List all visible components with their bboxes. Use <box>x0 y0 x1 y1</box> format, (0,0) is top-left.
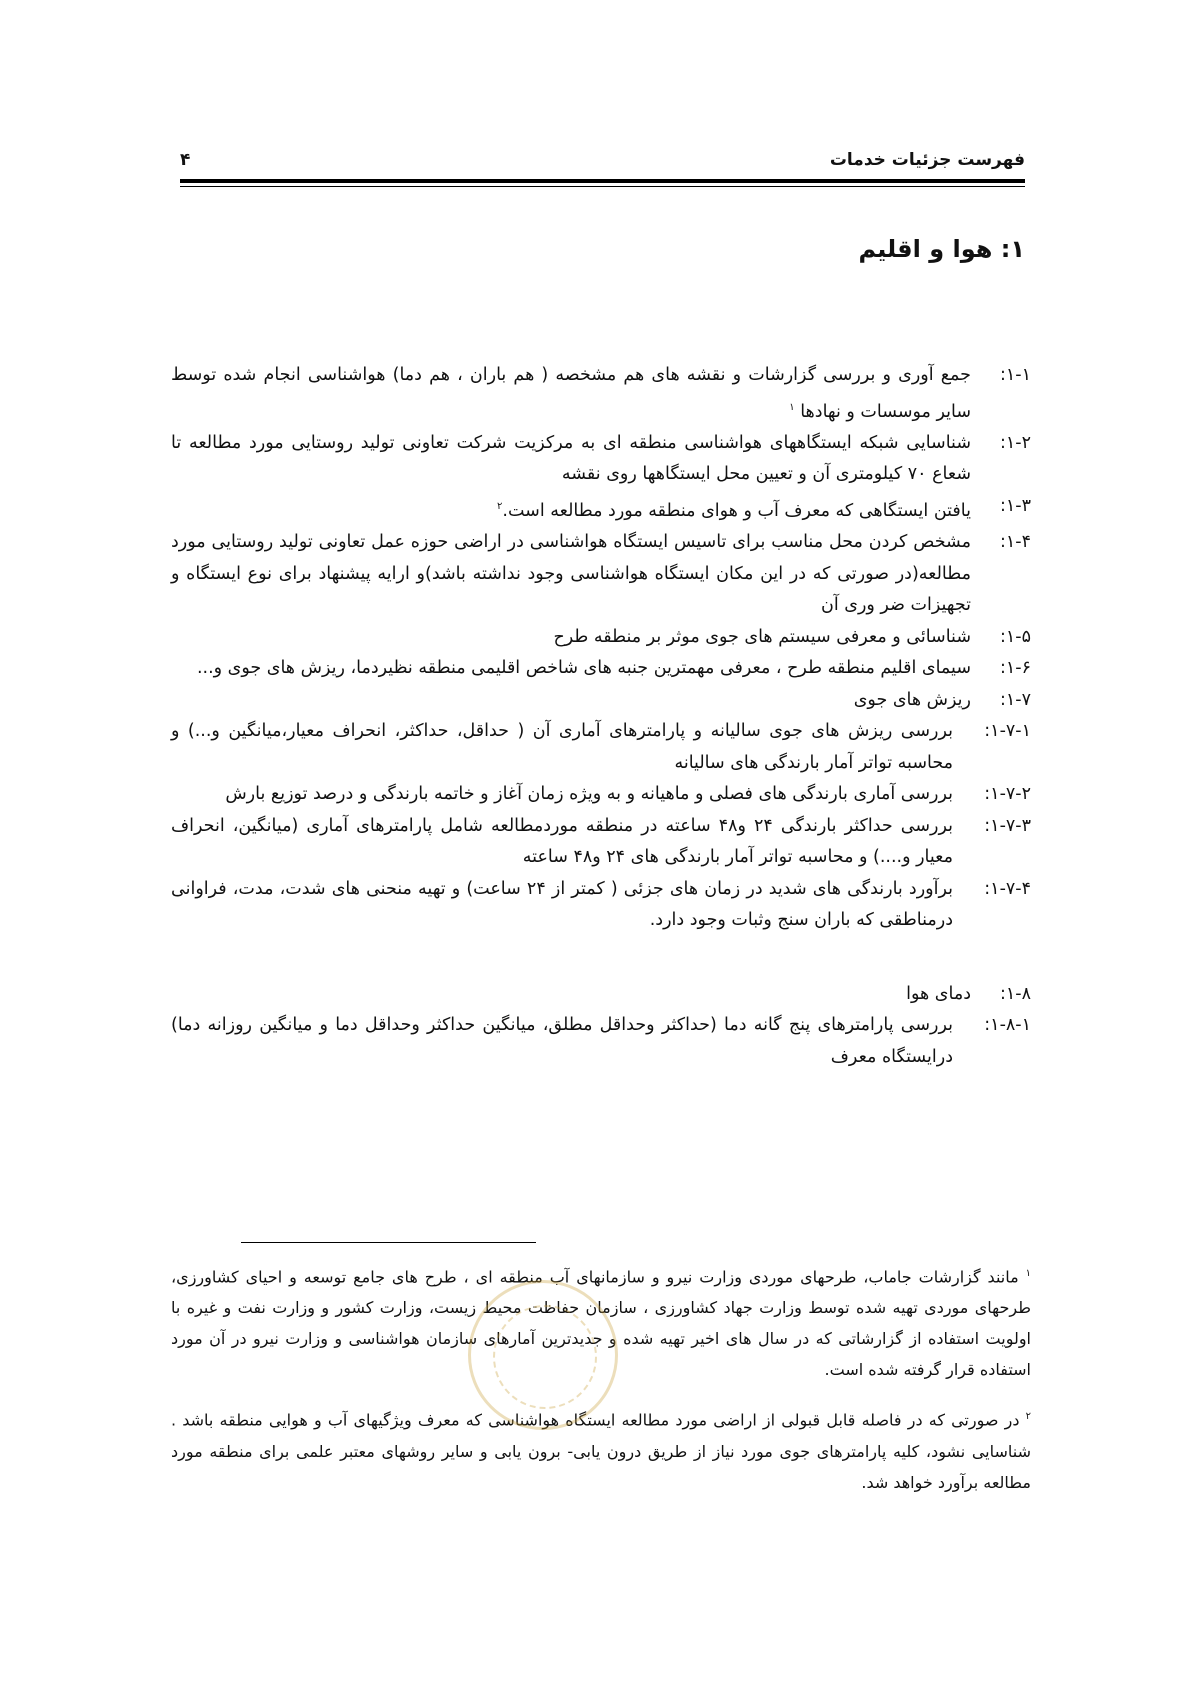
item-text: بررسی آماری بارندگی های فصلی و ماهیانه و به ویژه زمان آغاز و خاتمه بارندگی و درصد توزیع بارش <box>225 784 953 805</box>
item-number: ۱-۷-۲: <box>984 784 1031 805</box>
item-text: شناسایی شبکه ایستگاههای هواشناسی منطقه ای به مرکزیت شرکت تعاونی تولید روستایی مورد مطالعه تا شعاع ۷۰ کیلومتری آن و تعیین محل ایستگاهها روی نقشه <box>171 432 971 485</box>
item-text: دمای هوا <box>906 983 971 1004</box>
item-text: سیمای اقلیم منطقه طرح ، معرفی مهمترین جنبه های شاخص اقلیمی منطقه نظیردما، ریزش های جوی و... <box>196 658 971 679</box>
sublist-item <box>171 874 1031 937</box>
header-title: فهرست جزئیات خدمات <box>829 150 1025 170</box>
footnote-ref: ۱ <box>789 401 795 413</box>
item-number: ۱-۷-۳: <box>984 815 1031 836</box>
footnote <box>171 1401 1031 1497</box>
watermark-stamp <box>468 1280 618 1430</box>
page-header <box>180 150 1025 176</box>
list-item <box>171 979 1031 1011</box>
item-number: ۱-۱: <box>999 365 1031 385</box>
sublist-item <box>171 1010 1031 1073</box>
item-text: مشخص کردن محل مناسب برای تاسیس ایستگاه هواشناسی در اراضی حوزه عمل تعاونی تولید روستایی مورد مطالعه(در صورتی که در این مکان ایستگاه هواشناسی وجود نداشته باشد)و ارایه پیشنهاد برای نوع ایستگاه و تجهیزات ضر وری آن <box>171 532 971 616</box>
item-number: ۱-۷-۱: <box>984 721 1031 742</box>
header-rule-thin <box>180 186 1025 187</box>
list-item <box>171 491 1031 527</box>
footnote-text: در صورتی که در فاصله قابل قبولی از اراضی مورد مطالعه ایستگاه هواشناسی که معرف ویژگیهای آب و هوایی منطقه باشد . شناسایی نشود، کلیه پارامترهای جوی مورد نیاز از طریق درون یابی- برون یابی و سایر روشهای معتبر علمی برای منطقه مورد مطالعه برآورد خواهد شد. <box>171 1410 1031 1492</box>
list-item <box>171 653 1031 685</box>
item-number: ۱-۸: <box>999 983 1031 1004</box>
list-item <box>171 527 1031 622</box>
item-text: بررسی حداکثر بارندگی ۲۴ و۴۸ ساعته در منطقه موردمطالعه شامل پارامترهای آماری (میانگین، انحراف معیار و....) و محاسبه تواتر آمار بارندگی های ۲۴ و۴۸ ساعته <box>171 815 953 868</box>
list-item <box>171 428 1031 491</box>
footnote-mark: ۲ <box>1025 1411 1031 1423</box>
header-rule-thick <box>180 179 1025 183</box>
list-item <box>171 360 1031 428</box>
item-text: برآورد بارندگی های شدید در زمان های جزئی ( کمتر از ۲۴ ساعت) و تهیه منحنی های شدت، مدت، فراوانی درمناطقی که باران سنج وثبات وجود دارد. <box>171 878 953 931</box>
section-title: ۱: هوا و اقلیم <box>858 235 1025 263</box>
item-text: یافتن ایستگاهی که معرف آب و هوای منطقه مورد مطالعه است. <box>502 500 971 521</box>
footnote-separator <box>241 1242 536 1243</box>
item-number: ۱-۶: <box>999 658 1031 679</box>
footnote-mark: ۱ <box>1025 1268 1031 1279</box>
item-number: ۱-۸-۱: <box>984 1015 1031 1036</box>
item-text: جمع آوری و بررسی گزارشات و نقشه های هم مشخصه ( هم باران ، هم دما) هواشناسی انجام شده توسط سایر موسسات و نهادها <box>171 365 971 422</box>
item-text: ریزش های جوی <box>853 689 971 710</box>
item-text: بررسی ریزش های جوی سالیانه و پارامترهای آماری آن ( حداقل، حداکثر، انحراف معیار،میانگین و...) و محاسبه تواتر آمار بارندگی های سالیانه <box>171 721 953 773</box>
page-number: ۴ <box>180 150 191 170</box>
sublist-item <box>171 716 1031 779</box>
sublist-8 <box>171 1010 1031 1073</box>
item-number: ۱-۵: <box>999 626 1031 647</box>
item-number: ۱-۲: <box>999 432 1031 453</box>
item-text: بررسی پارامترهای پنج گانه دما (حداکثر وحداقل مطلق، میانگین حداکثر وحداقل دما و میانگین روزانه دما) درایستگاه معرف <box>171 1015 953 1067</box>
footnote-ref: ۲ <box>497 500 503 512</box>
sublist-item <box>171 811 1031 874</box>
list-item <box>171 685 1031 717</box>
item-number: ۱-۳: <box>999 495 1031 516</box>
item-number: ۱-۷: <box>999 689 1031 710</box>
list-item <box>171 622 1031 654</box>
sublist-7 <box>171 716 1031 937</box>
item-text: شناسائی و معرفی سیستم های جوی موثر بر منطقه طرح <box>553 626 971 647</box>
main-content <box>171 360 1031 1073</box>
item-number: ۱-۴: <box>999 532 1031 553</box>
footnote-text: مانند گزارشات جاماب، طرحهای موردی وزارت نیرو و سازمانهای آب منطقه ای ، طرح های جامع توسعه و احیای کشاورزی، طرحهای موردی تهیه شده توسط وزارت جهاد کشاورزی ، سازمان حفاظت محیط زیست، وزارت کشور و وزارت نفت و غیره با اولویت استفاده از گزارشاتی که در سال های اخیر تهیه شده و جدیدترین آمارهای سازمان هواشناسی و وزارت نیرو در آن مورد استفاده قرار گرفته شده است. <box>171 1267 1031 1380</box>
sublist-item <box>171 779 1031 811</box>
item-number: ۱-۷-۴: <box>984 878 1031 899</box>
